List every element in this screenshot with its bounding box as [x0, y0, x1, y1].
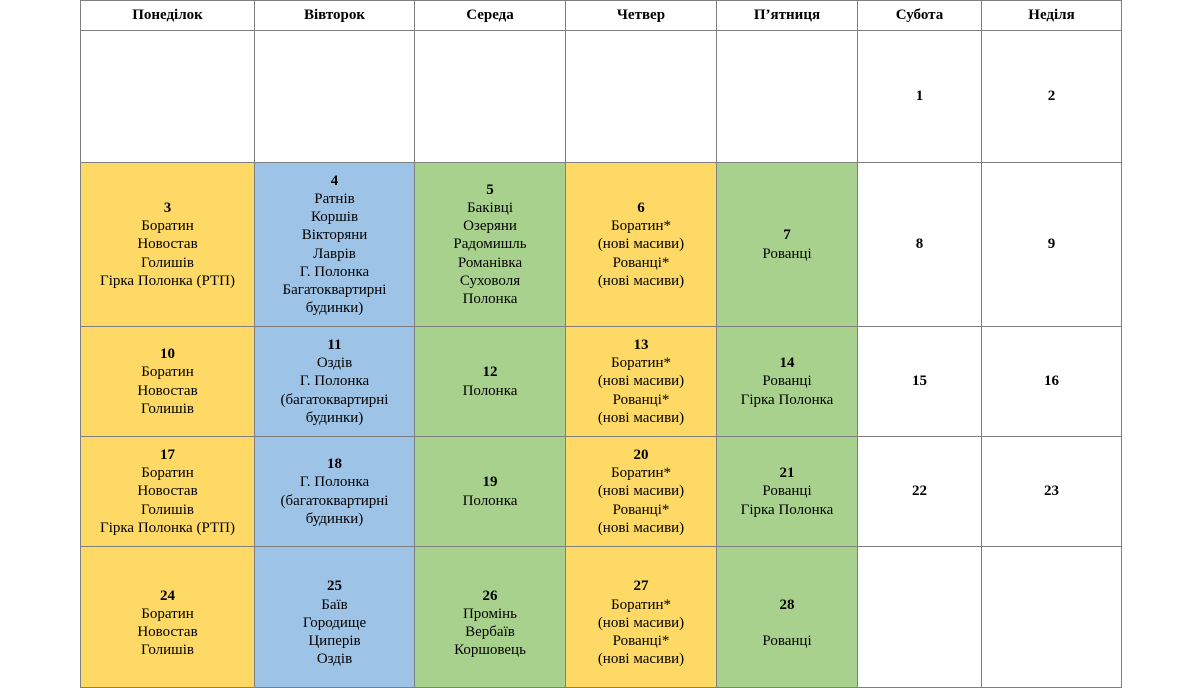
village-name: (багатоквартирні: [280, 391, 389, 408]
day-cell-wednesday: [415, 163, 566, 327]
day-cell-friday: [717, 31, 858, 163]
village-name: Вербаїв: [465, 624, 515, 640]
village-name: Полонка: [462, 382, 518, 399]
day-number: 15: [912, 373, 927, 390]
day-number: 1: [915, 88, 924, 105]
village-name: Новостав: [137, 624, 198, 640]
village-name: Коршовець: [454, 642, 526, 659]
day-cell-monday: [81, 163, 255, 327]
village-name: (багатоквартирні: [280, 492, 389, 509]
header-monday: Понеділок: [81, 1, 255, 31]
village-name: Боратин*: [611, 218, 671, 235]
day-cell-sunday: [982, 547, 1122, 688]
village-name: будинки): [305, 300, 364, 317]
day-number: 23: [1044, 483, 1059, 500]
day-cell-tuesday: [255, 437, 415, 547]
village-name: Багатоквартирні: [282, 281, 387, 298]
day-cell-thursday: [566, 547, 717, 688]
day-number: 26: [482, 587, 498, 604]
day-cell-tuesday: [255, 547, 415, 688]
day-number: 28: [779, 596, 795, 613]
village-name: (нові масиви): [597, 272, 685, 289]
village-name: Г. Полонка: [299, 263, 370, 280]
week-row: [81, 327, 1122, 437]
village-name: Гірка Полонка (РТП): [100, 272, 235, 289]
day-cell-sunday: [982, 163, 1122, 327]
village-name: Баїв: [321, 596, 348, 613]
day-number: 13: [633, 336, 649, 353]
day-cell-monday: [81, 547, 255, 688]
day-number: 14: [779, 355, 795, 372]
village-name: Рованці*: [612, 254, 670, 271]
village-name: Вікторяни: [301, 227, 368, 244]
day-number: 20: [633, 446, 649, 463]
village-name: Баківці: [466, 199, 513, 216]
header-thursday: Четвер: [566, 1, 717, 31]
village-name: Голишів: [141, 642, 194, 659]
village-name: Боратин: [141, 465, 194, 482]
day-cell-monday: [81, 437, 255, 547]
header-tuesday: Вівторок: [255, 1, 415, 31]
day-number: 3: [163, 199, 172, 216]
village-name: Романівка: [457, 254, 523, 271]
village-name: Рованці: [762, 373, 812, 390]
village-name: Радомишль: [453, 236, 527, 253]
day-number: 2: [1047, 88, 1056, 105]
village-name: [717, 614, 857, 632]
day-number: 11: [327, 336, 342, 353]
village-name: Боратин*: [611, 596, 671, 613]
village-name: Г. Полонка: [299, 474, 370, 491]
village-name: Новостав: [137, 382, 198, 399]
day-cell-friday: [717, 327, 858, 437]
day-cell-wednesday: [415, 547, 566, 688]
day-cell-tuesday: [255, 31, 415, 163]
week-row: [81, 31, 1122, 163]
village-name: Лаврів: [313, 245, 356, 262]
day-cell-monday: [81, 31, 255, 163]
village-name: (нові масиви): [597, 614, 685, 631]
village-name: Голишів: [141, 400, 194, 417]
day-number: 17: [160, 446, 175, 463]
village-name: Циперів: [308, 633, 361, 650]
village-name: (нові масиви): [597, 409, 685, 426]
day-cell-saturday: [858, 547, 982, 688]
village-name: Новостав: [137, 236, 198, 253]
day-cell-tuesday: [255, 327, 415, 437]
village-name: Боратин: [141, 364, 194, 381]
village-name: Коршів: [310, 209, 359, 226]
day-cell-sunday: [982, 437, 1122, 547]
day-cell-thursday: [566, 437, 717, 547]
day-cell-saturday: [858, 437, 982, 547]
week-row: [81, 163, 1122, 327]
village-name: Полонка: [462, 291, 518, 307]
header-sunday: Неділя: [982, 1, 1122, 31]
village-name: (нові масиви): [597, 651, 685, 668]
village-name: Рованці*: [612, 391, 670, 408]
village-name: будинки): [305, 510, 364, 527]
village-name: Новостав: [137, 483, 198, 500]
village-name: Рованці*: [612, 633, 670, 650]
day-number: 21: [779, 465, 795, 482]
village-name: Рованці: [762, 633, 812, 650]
header-wednesday: Середа: [415, 1, 566, 31]
village-name: Ратнів: [314, 190, 355, 207]
village-name: Голишів: [141, 254, 194, 271]
day-cell-saturday: [858, 163, 982, 327]
village-name: Озеряни: [463, 218, 517, 235]
village-name: (нові масиви): [597, 519, 685, 536]
village-name: (нові масиви): [597, 483, 685, 500]
day-number: 25: [327, 578, 342, 595]
village-name: Гірка Полонка: [740, 501, 834, 518]
village-name: будинки): [305, 409, 364, 426]
week-row: [81, 547, 1122, 688]
day-cell-thursday: [566, 31, 717, 163]
day-cell-thursday: [566, 163, 717, 327]
day-number: 7: [783, 227, 791, 244]
village-name: Промінь: [462, 605, 518, 622]
schedule-calendar-table: [80, 0, 1122, 688]
village-name: Боратин: [141, 218, 194, 235]
village-name: Боратин: [141, 605, 194, 622]
header-saturday: Субота: [858, 1, 982, 31]
village-name: Голишів: [141, 501, 194, 518]
header-friday: П’ятниця: [717, 1, 858, 31]
day-cell-friday: [717, 437, 858, 547]
day-number: 4: [330, 172, 339, 189]
village-name: Гірка Полонка (РТП): [100, 519, 235, 536]
village-name: Городище: [302, 614, 367, 631]
village-name: Гірка Полонка: [740, 391, 834, 408]
village-name: Рованці*: [612, 501, 670, 518]
day-cell-tuesday: [255, 163, 415, 327]
day-number: 6: [637, 199, 645, 216]
day-cell-sunday: [982, 31, 1122, 163]
day-cell-thursday: [566, 327, 717, 437]
day-number: 10: [160, 346, 175, 363]
village-name: Боратин*: [611, 465, 671, 482]
village-name: Боратин*: [611, 355, 671, 372]
weekday-header-row: [81, 1, 1122, 31]
village-name: Г. Полонка: [299, 373, 370, 390]
village-name: Оздів: [316, 355, 353, 372]
village-name: Суховоля: [459, 272, 521, 289]
day-cell-monday: [81, 327, 255, 437]
day-cell-wednesday: [415, 31, 566, 163]
village-name: (нові масиви): [597, 373, 685, 390]
day-cell-saturday: [858, 31, 982, 163]
day-cell-sunday: [982, 327, 1122, 437]
day-number: 16: [1044, 373, 1059, 390]
week-row: [81, 437, 1122, 547]
day-number: 24: [160, 587, 175, 604]
day-cell-wednesday: [415, 327, 566, 437]
day-number: 19: [482, 474, 498, 491]
village-name: Оздів: [316, 651, 353, 668]
day-cell-saturday: [858, 327, 982, 437]
day-number: 8: [915, 236, 924, 253]
village-name: Рованці: [762, 245, 812, 262]
day-cell-friday: [717, 547, 858, 688]
day-number: 5: [486, 181, 494, 198]
village-name: (нові масиви): [597, 236, 685, 253]
day-number: 27: [633, 578, 649, 595]
day-number: 9: [1047, 236, 1056, 253]
day-cell-friday: [717, 163, 858, 327]
day-number: 18: [327, 456, 342, 473]
village-name: Рованці: [762, 483, 812, 500]
day-cell-wednesday: [415, 437, 566, 547]
day-number: 22: [912, 483, 927, 500]
day-number: 12: [482, 364, 498, 381]
village-name: Полонка: [462, 492, 518, 509]
